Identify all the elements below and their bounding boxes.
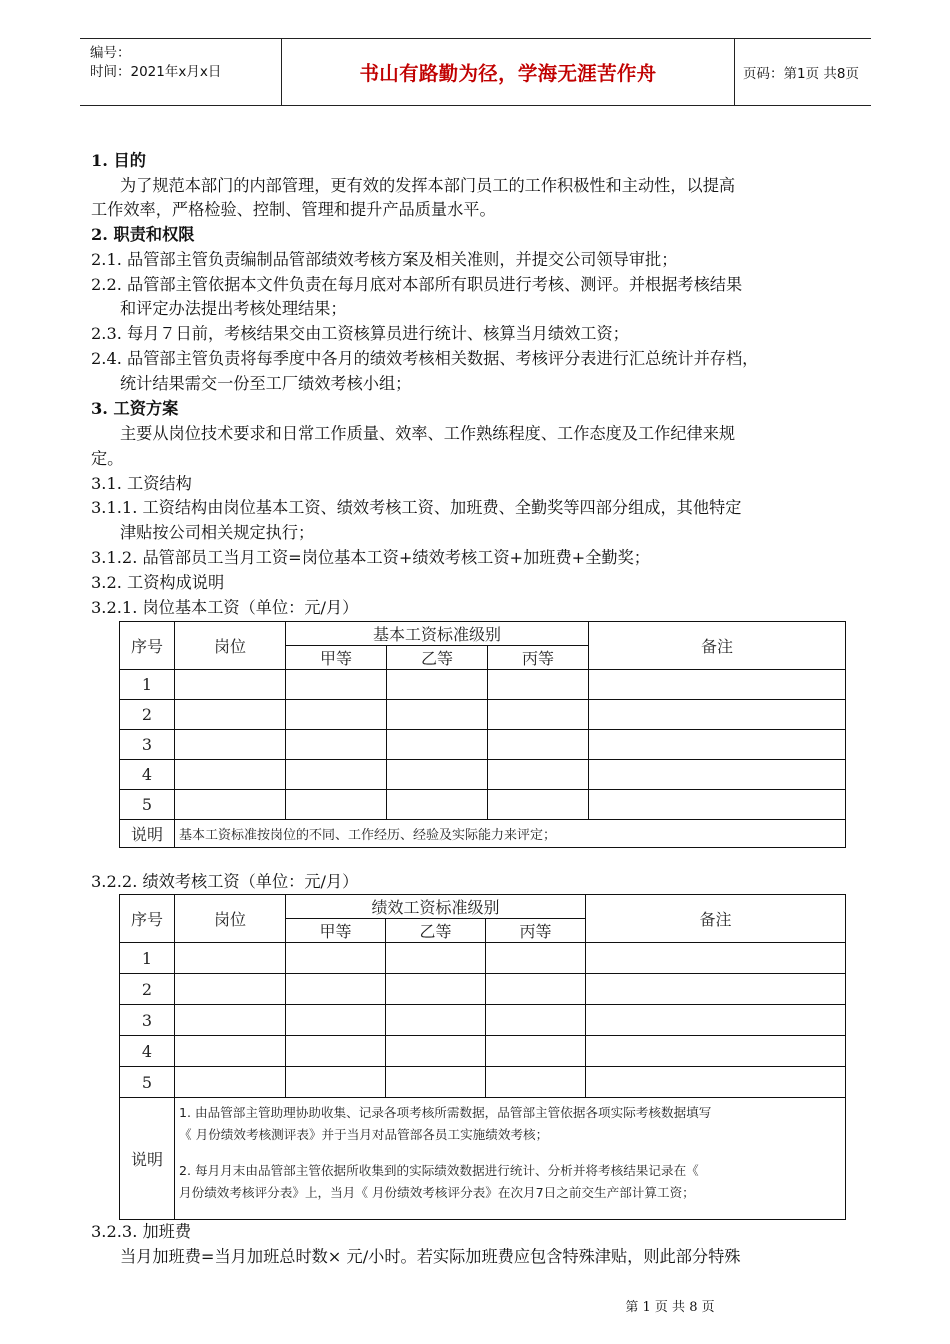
page-header [80, 38, 871, 106]
col-header-grade-b: 乙等 [387, 646, 488, 670]
item-2-1: 2.1. 品管部主管负责编制品管部绩效考核方案及相关准则，并提交公司领导审批； [91, 250, 678, 269]
table-row [120, 1036, 846, 1067]
table-row [120, 760, 846, 790]
section-1-title: 1. 目的 [91, 151, 146, 170]
note-item-2-line1: 2. 每月月末由品管部主管依据所收集到的实际绩效数据进行统计、分析并将考核结果记录在《 [179, 1163, 699, 1178]
basic-salary-table [119, 621, 846, 848]
table-row [120, 1067, 846, 1098]
header-motto: 书山有路勤为径，学海无涯苦作舟 [359, 62, 657, 85]
header-meta [80, 39, 281, 105]
overtime-para-line1: 当月加班费=当月加班总时数× 元/小时。若实际加班费应包含特殊津贴，则此部分特殊 [120, 1247, 741, 1266]
header-motto-cell [281, 39, 735, 105]
col-header-remark: 备注 [586, 895, 846, 943]
row-number: 2 [120, 700, 175, 730]
col-header-seq: 序号 [120, 895, 175, 943]
row-number: 5 [120, 1067, 175, 1098]
basic-salary-note: 基本工资标准按岗位的不同、工作经历、经验及实际能力来评定； [175, 820, 846, 848]
row-number: 4 [120, 760, 175, 790]
section-3-para-line1: 主要从岗位技术要求和日常工作质量、效率、工作熟练程度、工作态度及工作纪律来规 [120, 424, 736, 443]
item-3-2-3: 3.2.3. 加班费 [91, 1222, 192, 1241]
item-3-1-1-line2: 津贴按公司相关规定执行； [120, 523, 315, 542]
col-header-post: 岗位 [175, 895, 286, 943]
header-page-info: 页码：第1页 共8页 [743, 66, 859, 82]
col-header-grade-a: 甲等 [286, 646, 387, 670]
performance-salary-note [175, 1098, 846, 1220]
section-2-title: 2. 职责和权限 [91, 225, 195, 244]
col-header-performance-level: 绩效工资标准级别 [286, 895, 586, 919]
header-page-cell [735, 39, 871, 105]
row-number: 3 [120, 730, 175, 760]
item-3-1-1-line1: 3.1.1. 工资结构由岗位基本工资、绩效考核工资、加班费、全勤奖等四部分组成，其他特定 [91, 498, 742, 517]
col-header-grade-a: 甲等 [286, 919, 386, 943]
row-number: 1 [120, 943, 175, 974]
note-label: 说明 [120, 820, 175, 848]
item-3-2: 3.2. 工资构成说明 [91, 573, 225, 592]
item-2-2-line2: 和评定办法提出考核处理结果； [120, 299, 347, 318]
col-header-salary-level: 基本工资标准级别 [286, 622, 589, 646]
table-row [120, 1005, 846, 1036]
doc-date-label: 时间：2021年x月x日 [90, 64, 222, 80]
item-3-1: 3.1. 工资结构 [91, 474, 192, 493]
doc-number-label: 编号： [90, 45, 131, 61]
item-2-3: 2.3. 每月７日前，考核结果交由工资核算员进行统计、核算当月绩效工资； [91, 324, 629, 343]
note-item-1-line1: 1. 由品管部主管助理协助收集、记录各项考核所需数据，品管部主管依据各项实际考核数据填写 [179, 1105, 712, 1120]
section-3-para-line2: 定。 [91, 449, 124, 468]
col-header-grade-b: 乙等 [386, 919, 486, 943]
table-row [120, 790, 846, 820]
note-label: 说明 [120, 1098, 175, 1220]
table-row [120, 700, 846, 730]
section-3-title: 3. 工资方案 [91, 399, 179, 418]
col-header-grade-c: 丙等 [488, 646, 589, 670]
row-number: 1 [120, 670, 175, 700]
item-3-1-2: 3.1.2. 品管部员工当月工资=岗位基本工资+绩效考核工资+加班费+全勤奖； [91, 548, 650, 567]
col-header-post: 岗位 [175, 622, 286, 670]
note-item-2-line2: 月份绩效考核评分表》上，当月《 月份绩效考核评分表》在次月7日之前交生产部计算工资； [179, 1185, 695, 1200]
table-row [120, 974, 846, 1005]
performance-salary-table [119, 894, 846, 1220]
item-3-2-2: 3.2.2. 绩效考核工资（单位：元/月） [91, 872, 359, 891]
col-header-grade-c: 丙等 [486, 919, 586, 943]
row-number: 4 [120, 1036, 175, 1067]
table-row [120, 943, 846, 974]
item-2-4-line2: 统计结果需交一份至工厂绩效考核小组； [120, 374, 412, 393]
row-number: 5 [120, 790, 175, 820]
item-3-2-1: 3.2.1. 岗位基本工资（单位：元/月） [91, 598, 359, 617]
row-number: 3 [120, 1005, 175, 1036]
section-1-para-line2: 工作效率，严格检验、控制、管理和提升产品质量水平。 [91, 200, 496, 219]
table-row [120, 670, 846, 700]
col-header-remark: 备注 [589, 622, 846, 670]
note-item-1-line2: 《 月份绩效考核测评表》并于当月对品管部各员工实施绩效考核； [179, 1127, 549, 1142]
table-row [120, 730, 846, 760]
section-1-para-line1: 为了规范本部门的内部管理，更有效的发挥本部门员工的工作积极性和主动性，以提高 [120, 176, 736, 195]
item-2-4-line1: 2.4. 品管部主管负责将每季度中各月的绩效考核相关数据、考核评分表进行汇总统计并存档， [91, 349, 759, 368]
item-2-2-line1: 2.2. 品管部主管依据本文件负责在每月底对本部所有职员进行考核、测评。并根据考核结果 [91, 275, 743, 294]
row-number: 2 [120, 974, 175, 1005]
page-footer: 第 1 页 共 8 页 [625, 1300, 715, 1315]
col-header-seq: 序号 [120, 622, 175, 670]
